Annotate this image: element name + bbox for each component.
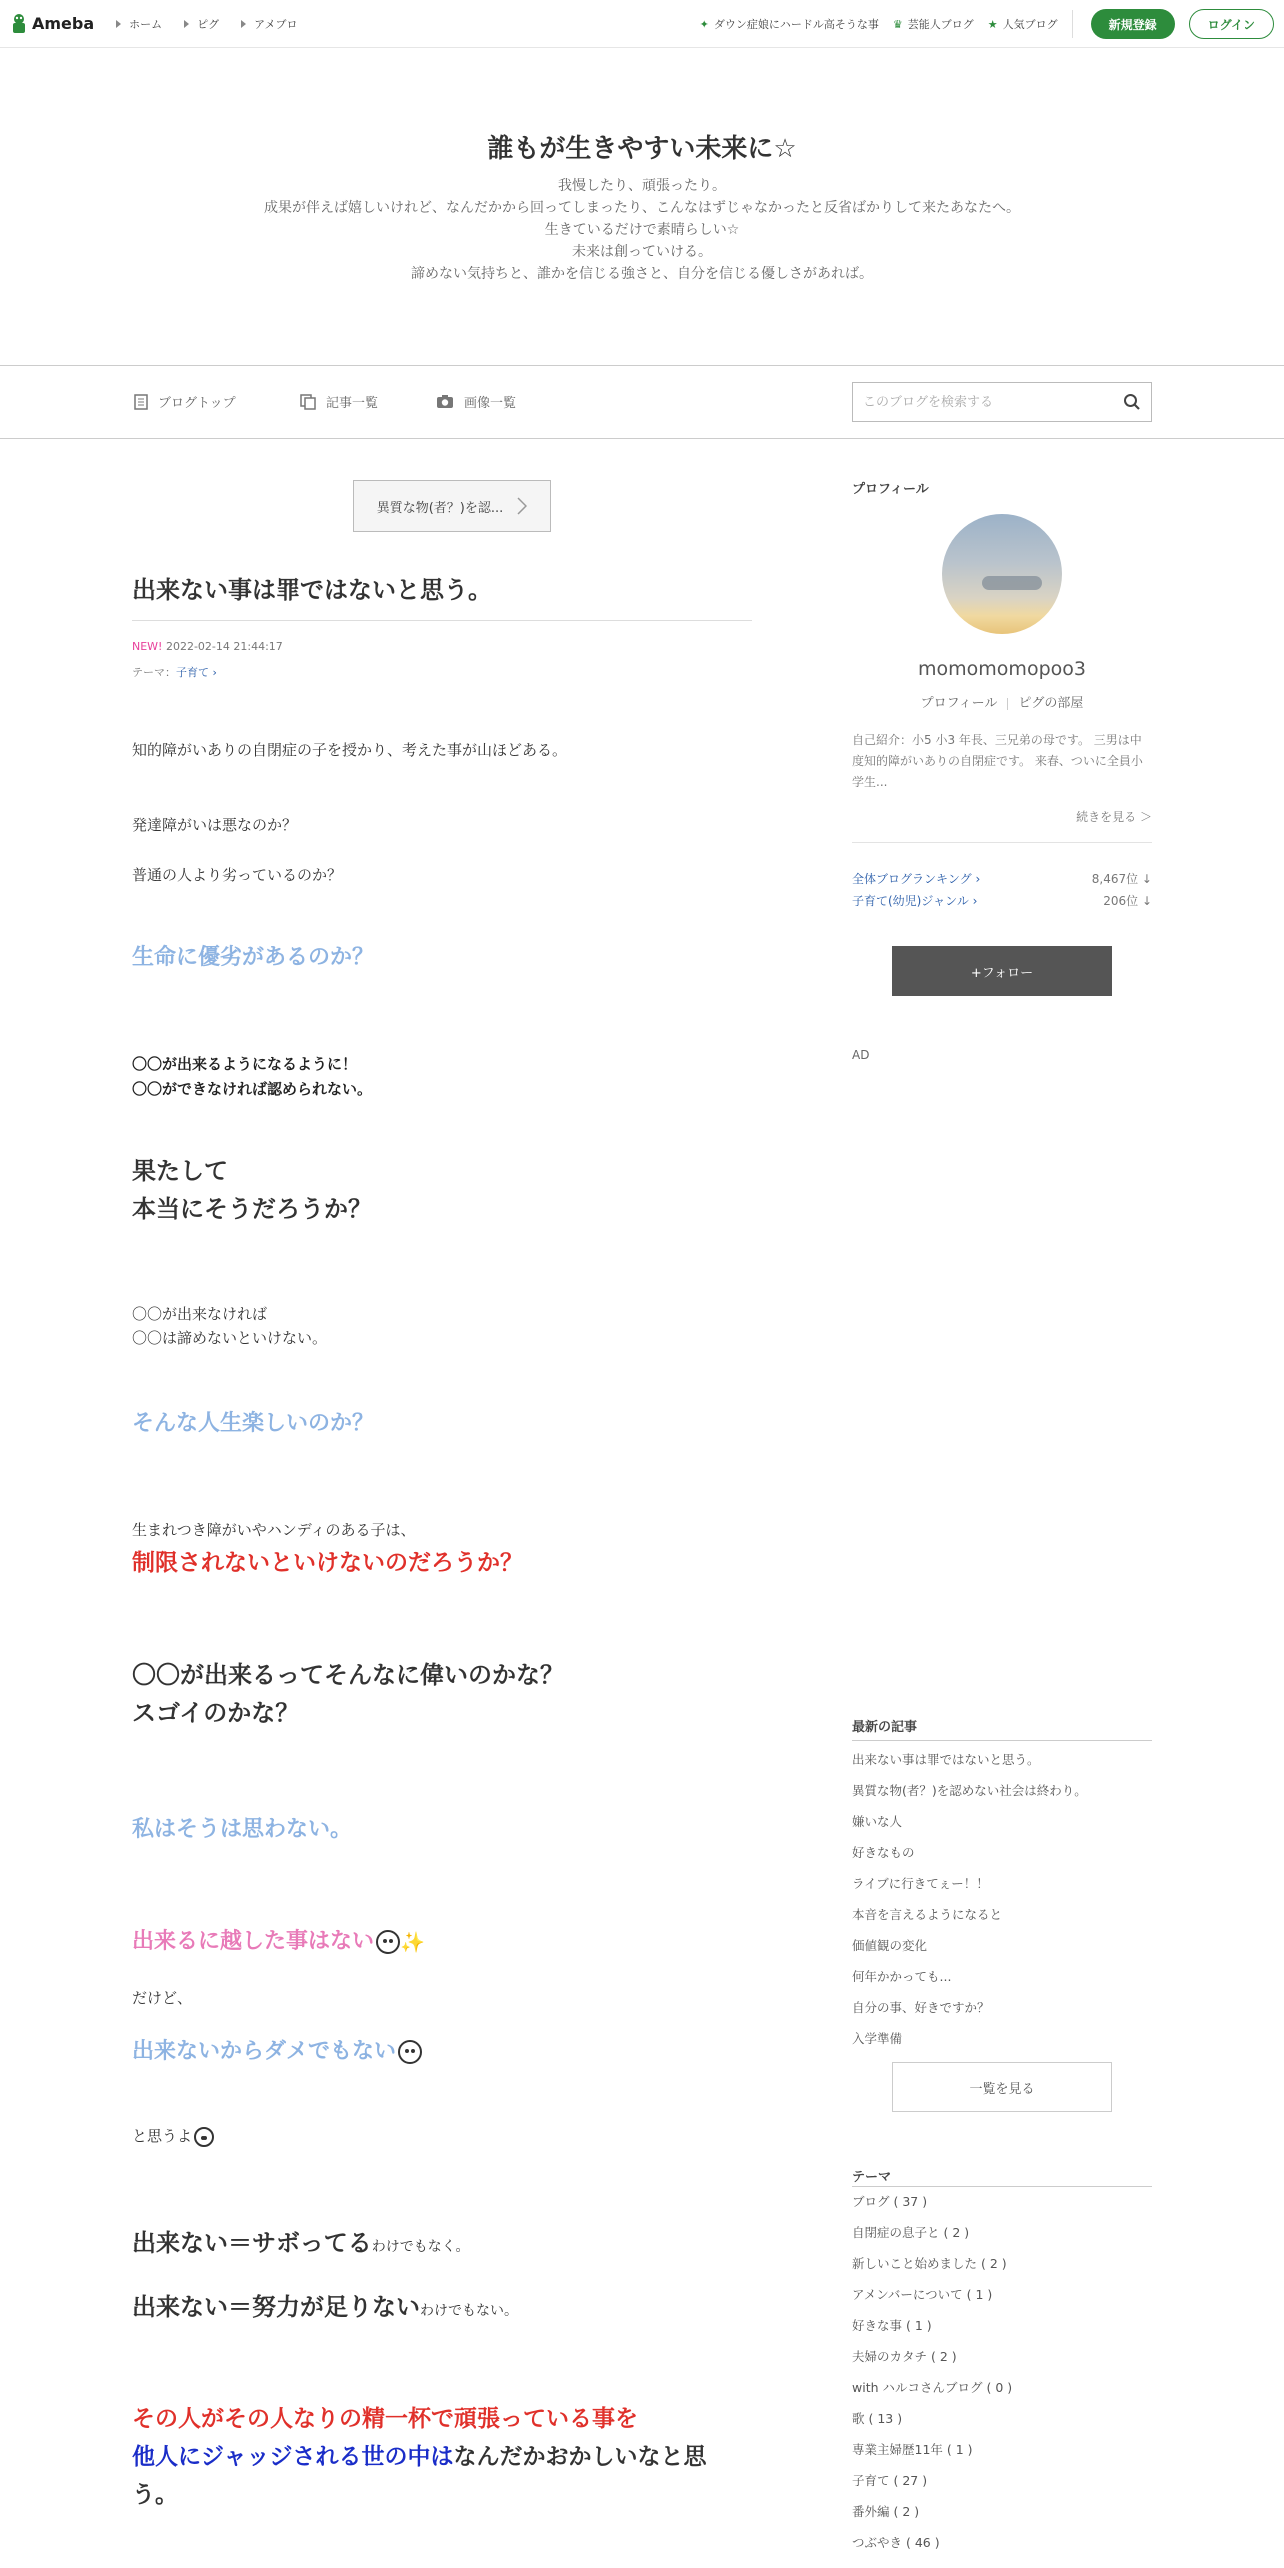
heading-blue: [132, 2034, 422, 2065]
blog-header: [0, 48, 1284, 366]
image-list-link[interactable]: [436, 392, 516, 411]
theme-label: 子育て: [176, 666, 209, 679]
entry-list-link[interactable]: [300, 392, 378, 411]
latest-item[interactable]: 入学準備: [852, 2031, 903, 2046]
latest-item[interactable]: 好きなもの: [852, 1845, 915, 1860]
heading-blue: そんな人生楽しいのか？: [132, 1411, 375, 1436]
theme-item[interactable]: 夫婦のカタチ ( 2 ): [852, 2349, 957, 2364]
heading-pink-text: 出来るに越した事はない: [132, 1929, 375, 1954]
image-list-label: 画像一覧: [464, 396, 517, 411]
sparkle-icon: ✨: [400, 1930, 425, 1954]
blog-description: [0, 175, 1284, 285]
blog-top-label: ブログトップ: [158, 396, 236, 411]
search-input[interactable]: [863, 395, 1123, 410]
entry-datetime: 2022-02-14 21:44:17: [165, 640, 283, 653]
latest-list: [852, 1744, 1152, 2054]
profile-name[interactable]: momomomopoo3: [918, 658, 1086, 680]
heading-black: 果たして: [132, 1157, 228, 1185]
theme-item[interactable]: 新しいこと始めました ( 2 ): [852, 2256, 1007, 2271]
latest-heading: 最新の記事: [852, 1720, 918, 1735]
global-header: [0, 0, 1284, 48]
nav-trend-topic[interactable]: [700, 16, 879, 32]
ranking-label: 子育て(幼児)ジャンル: [852, 894, 969, 908]
title-divider: [132, 620, 752, 621]
pigg-room-link[interactable]: ピグの部屋: [1018, 696, 1084, 711]
heading-red: 制限されないといけないのだろうか？: [132, 1550, 523, 1576]
heading-suffix: わけでもない。: [420, 2303, 518, 2319]
global-nav: [116, 16, 297, 32]
crown-icon: ♛: [892, 17, 903, 31]
heading-black-text: う。: [132, 2482, 178, 2508]
logo-text: Ameba: [32, 14, 95, 33]
divider: [852, 1740, 1152, 1741]
smile-emoji-icon: [376, 1930, 400, 1954]
blog-desc-line: 諦めない気持ちと、誰かを信じる強さと、自分を信じる優しさがあれば。: [411, 266, 873, 282]
nav-celebrity-blog[interactable]: [893, 16, 974, 32]
heading-blue: 私はそうは思わない。: [132, 1817, 353, 1842]
blog-desc-line: 生きているだけで素晴らしい☆: [544, 222, 740, 238]
theme-item[interactable]: 子育て ( 27 ): [852, 2473, 928, 2488]
profile-heading: プロフィール: [852, 482, 929, 497]
paragraph: 生まれつき障がいやハンディのある子は、: [132, 1521, 416, 1539]
heading-black-text: 出来ない＝努力が足りない: [132, 2293, 420, 2321]
theme-item[interactable]: 好きな事 ( 1 ): [852, 2318, 932, 2333]
theme-prefix: テーマ：: [132, 666, 176, 679]
wink-emoji-icon: [194, 2127, 214, 2147]
divider: [852, 842, 1152, 843]
heading-black: スゴイのかな？: [132, 1699, 300, 1727]
heading-black: [132, 2224, 470, 2266]
view-all-button[interactable]: 一覧を見る: [892, 2062, 1112, 2112]
nav-home[interactable]: [116, 16, 162, 32]
blog-desc-line: 成果が伴えば嬉しいけれど、なんだかから回ってしまったり、こんなはずじゃなかったと反省ばかりして来たあなたへ。: [264, 200, 1020, 216]
chevron-right-icon: [517, 497, 527, 515]
heading-black-text: 出来ない＝サボってる: [132, 2229, 372, 2257]
entry-list-label: 記事一覧: [326, 396, 379, 411]
heading-black: 〇〇が出来るってそんなに偉いのかな？: [132, 1661, 564, 1689]
theme-list: [852, 2186, 1152, 2558]
theme-item[interactable]: 自閉症の息子と ( 2 ): [852, 2225, 970, 2240]
nav-home-label: ホーム: [129, 17, 163, 31]
popular-blog-label: 人気ブログ: [1002, 18, 1058, 31]
heading-black: [132, 2288, 518, 2330]
ranking-value: 8,467位 ↓: [1091, 872, 1152, 886]
paragraph: 知的障がいありの自閉症の子を授かり、考えた事が山ほどある。: [132, 741, 568, 759]
paragraph: だけど、: [132, 1989, 193, 2007]
prev-entry-button[interactable]: [353, 480, 551, 532]
latest-item[interactable]: 価値観の変化: [852, 1938, 928, 1953]
paragraph: 普通の人より劣っているのか？: [132, 866, 343, 884]
prev-entry-label: 異質な物(者？)を認...: [376, 500, 504, 516]
avatar[interactable]: [942, 514, 1062, 634]
theme-item[interactable]: 歌 ( 13 ): [852, 2411, 903, 2426]
star-icon: ★: [987, 17, 998, 31]
nav-ameblo-label: アメブロ: [254, 17, 298, 31]
entry-theme: [132, 664, 217, 680]
ranking-value: 206位 ↓: [1103, 894, 1152, 908]
camera-icon: [436, 394, 454, 409]
ranking-link[interactable]: 子育て(幼児)ジャンル ›: [852, 894, 978, 908]
nav-pigg[interactable]: [184, 16, 219, 32]
latest-item[interactable]: 自分の事、好きですか？: [852, 2000, 990, 2015]
trend-topic-label: ダウン症娘にハードル高そうな事: [713, 18, 879, 31]
latest-item[interactable]: 何年かかっても...: [852, 1969, 952, 1984]
latest-item[interactable]: 出来ない事は罪ではないと思う。: [852, 1752, 1040, 1767]
ranking-row: [852, 892, 1152, 909]
ameba-logo[interactable]: [10, 13, 94, 35]
theme-item[interactable]: 番外編 ( 2 ): [852, 2504, 920, 2519]
paragraph-text: と思うよ: [132, 2127, 193, 2145]
blog-nav: [0, 366, 1284, 439]
profile-link[interactable]: プロフィール: [920, 696, 998, 711]
latest-item[interactable]: 嫌いな人: [852, 1814, 903, 1829]
ranking-link[interactable]: 全体ブログランキング ›: [852, 872, 981, 886]
heading-suffix: わけでもなく。: [371, 2239, 470, 2255]
blog-title[interactable]: 誰もが生きやすい未来に☆: [487, 134, 797, 164]
entry-meta: [132, 640, 283, 653]
blog-search: [852, 382, 1152, 422]
paragraph: 〇〇は諦めないといけない。: [132, 1329, 328, 1347]
profile-links: [852, 692, 1152, 711]
arrow-right-icon: [241, 20, 246, 28]
bold-line: 〇〇が出来るようになるように！: [132, 1055, 358, 1073]
follow-button[interactable]: +フォロー: [892, 946, 1112, 996]
face-emoji-icon: [398, 2040, 422, 2064]
ad-label: AD: [852, 1048, 870, 1062]
celebrity-blog-label: 芸能人ブログ: [907, 18, 974, 31]
paragraph: 〇〇が出来なければ: [132, 1305, 268, 1323]
divider: [1007, 698, 1008, 710]
nav-popular-blog[interactable]: [988, 16, 1058, 32]
new-badge: NEW!: [132, 640, 163, 653]
blog-desc-line: 未来は創っていける。: [572, 244, 712, 260]
latest-item[interactable]: 異質な物(者？)を認めない社会は終わり。: [852, 1783, 1087, 1798]
theme-item[interactable]: 専業主婦歴11年 ( 1 ): [852, 2442, 973, 2457]
entry-title[interactable]: 出来ない事は罪ではないと思う。: [132, 576, 492, 604]
theme-item[interactable]: つぶやき ( 46 ): [852, 2535, 940, 2550]
arrow-right-icon: [116, 20, 121, 28]
nav-pigg-label: ピグ: [197, 17, 220, 31]
theme-heading: テーマ: [852, 2170, 892, 2185]
heading-mixed: [132, 2400, 752, 2514]
heading-red-text: その人がその人なりの精一杯で頑張っている事を: [132, 2406, 638, 2432]
latest-item[interactable]: ライブに行きてぇー！！: [852, 1876, 989, 1891]
ranking-row: [852, 870, 1152, 887]
heading-blue-text: 他人にジャッジされる世の中は: [132, 2444, 454, 2470]
read-more-link[interactable]: 続きを見る ＞: [1076, 810, 1152, 824]
paragraph: [132, 2124, 214, 2148]
nav-ameblo[interactable]: [241, 16, 297, 32]
signup-button[interactable]: 新規登録: [1091, 9, 1175, 39]
heading-pink: [132, 1924, 425, 1955]
heading-black-text: なんだかおかしいなと思: [453, 2444, 707, 2470]
theme-item[interactable]: アメンバーについて ( 1 ): [852, 2287, 993, 2302]
ameba-logo-icon: [10, 13, 28, 35]
arrow-right-icon: [184, 20, 189, 28]
paragraph: 発達障がいは悪なのか？: [132, 816, 298, 834]
heading-black: 本当にそうだろうか？: [132, 1195, 372, 1223]
search-icon[interactable]: [1123, 393, 1141, 411]
header-right: [700, 0, 1274, 48]
blog-desc-line: 我慢したり、頑張ったり。: [558, 178, 726, 194]
heading-blue-text: 出来ないからダメでもない: [132, 2039, 397, 2064]
profile-intro: 自己紹介：小5 小3 年長、三兄弟の母です。 三男は中度知的障がいありの自閉症です。 来春、ついに全員小学生...: [852, 733, 1143, 789]
theme-item[interactable]: ブログ ( 37 ): [852, 2194, 928, 2209]
document-icon: [134, 394, 148, 410]
theme-item[interactable]: with ハルコさんブログ ( 0 ): [852, 2380, 1013, 2395]
blog-top-link[interactable]: [134, 392, 236, 411]
copy-icon: [300, 394, 316, 410]
ranking-label: 全体ブログランキング: [852, 872, 972, 886]
bold-line: 〇〇ができなければ認められない。: [132, 1080, 373, 1098]
divider: [1072, 10, 1073, 38]
theme-link[interactable]: 子育て ›: [176, 666, 217, 679]
login-button[interactable]: ログイン: [1189, 9, 1274, 39]
latest-item[interactable]: 本音を言えるようになると: [852, 1907, 1003, 1922]
sparkle-icon: ✦: [699, 17, 709, 31]
heading-blue: 生命に優劣があるのか？: [132, 945, 375, 970]
